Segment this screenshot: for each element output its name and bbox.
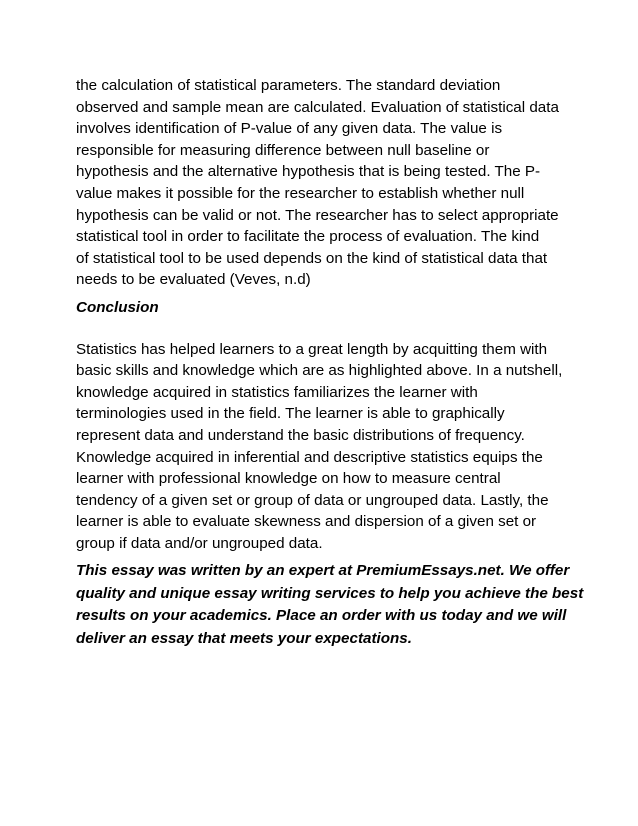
text-line: needs to be evaluated (Veves, n.d) [76,271,311,289]
text-line: Statistics has helped learners to a great length by acquitting them with [76,340,548,358]
text-line: value makes it possible for the researcher to establish whether null [76,184,525,202]
text-line: tendency of a given set or group of data or ungrouped data. Lastly, the [76,491,549,509]
text-line: statistical tool in order to facilitate the process of evaluation. The kind [76,228,540,246]
body-paragraph-statistical-evaluation [76,75,576,291]
text-line: involves identification of P-value of any given data. The value is [76,120,503,138]
conclusion-heading: Conclusion [76,298,159,316]
text-line: hypothesis can be valid or not. The researcher has to select appropriate [76,206,559,224]
text-line: learner with professional knowledge on how to measure central [76,470,501,488]
text-line: represent data and understand the basic distributions of frequency. [76,426,525,444]
promo-line: deliver an essay that meets your expectations. [76,629,412,647]
text-line: terminologies used in the field. The learner is able to graphically [76,405,505,423]
text-line: hypothesis and the alternative hypothesis that is being tested. The P- [76,163,541,181]
text-line: basic skills and knowledge which are as highlighted above. In a nutshell, [76,362,563,380]
promo-paragraph [76,560,584,650]
promo-line: quality and unique essay writing services to help you achieve the best [76,584,584,602]
text-line: of statistical tool to be used depends on the kind of statistical data that [76,249,548,267]
text-line: the calculation of statistical parameters. The standard deviation [76,77,501,94]
document-body [76,75,584,650]
text-line: group if data and/or ungrouped data. [76,534,323,552]
promo-line: results on your academics. Place an order with us today and we will [76,607,567,625]
text-line: observed and sample mean are calculated. Evaluation of statistical data [76,98,559,116]
promo-line: This essay was written by an expert at PremiumEssays.net. We offer [76,562,570,580]
text-line: knowledge acquired in statistics familiarizes the learner with [76,383,478,401]
spacer [76,319,576,339]
text-line: Knowledge acquired in inferential and descriptive statistics equips the [76,448,543,466]
text-line: learner is able to evaluate skewness and dispersion of a given set or [76,513,537,531]
body-paragraph-conclusion [76,339,576,555]
text-line: responsible for measuring difference between null baseline or [76,141,490,159]
